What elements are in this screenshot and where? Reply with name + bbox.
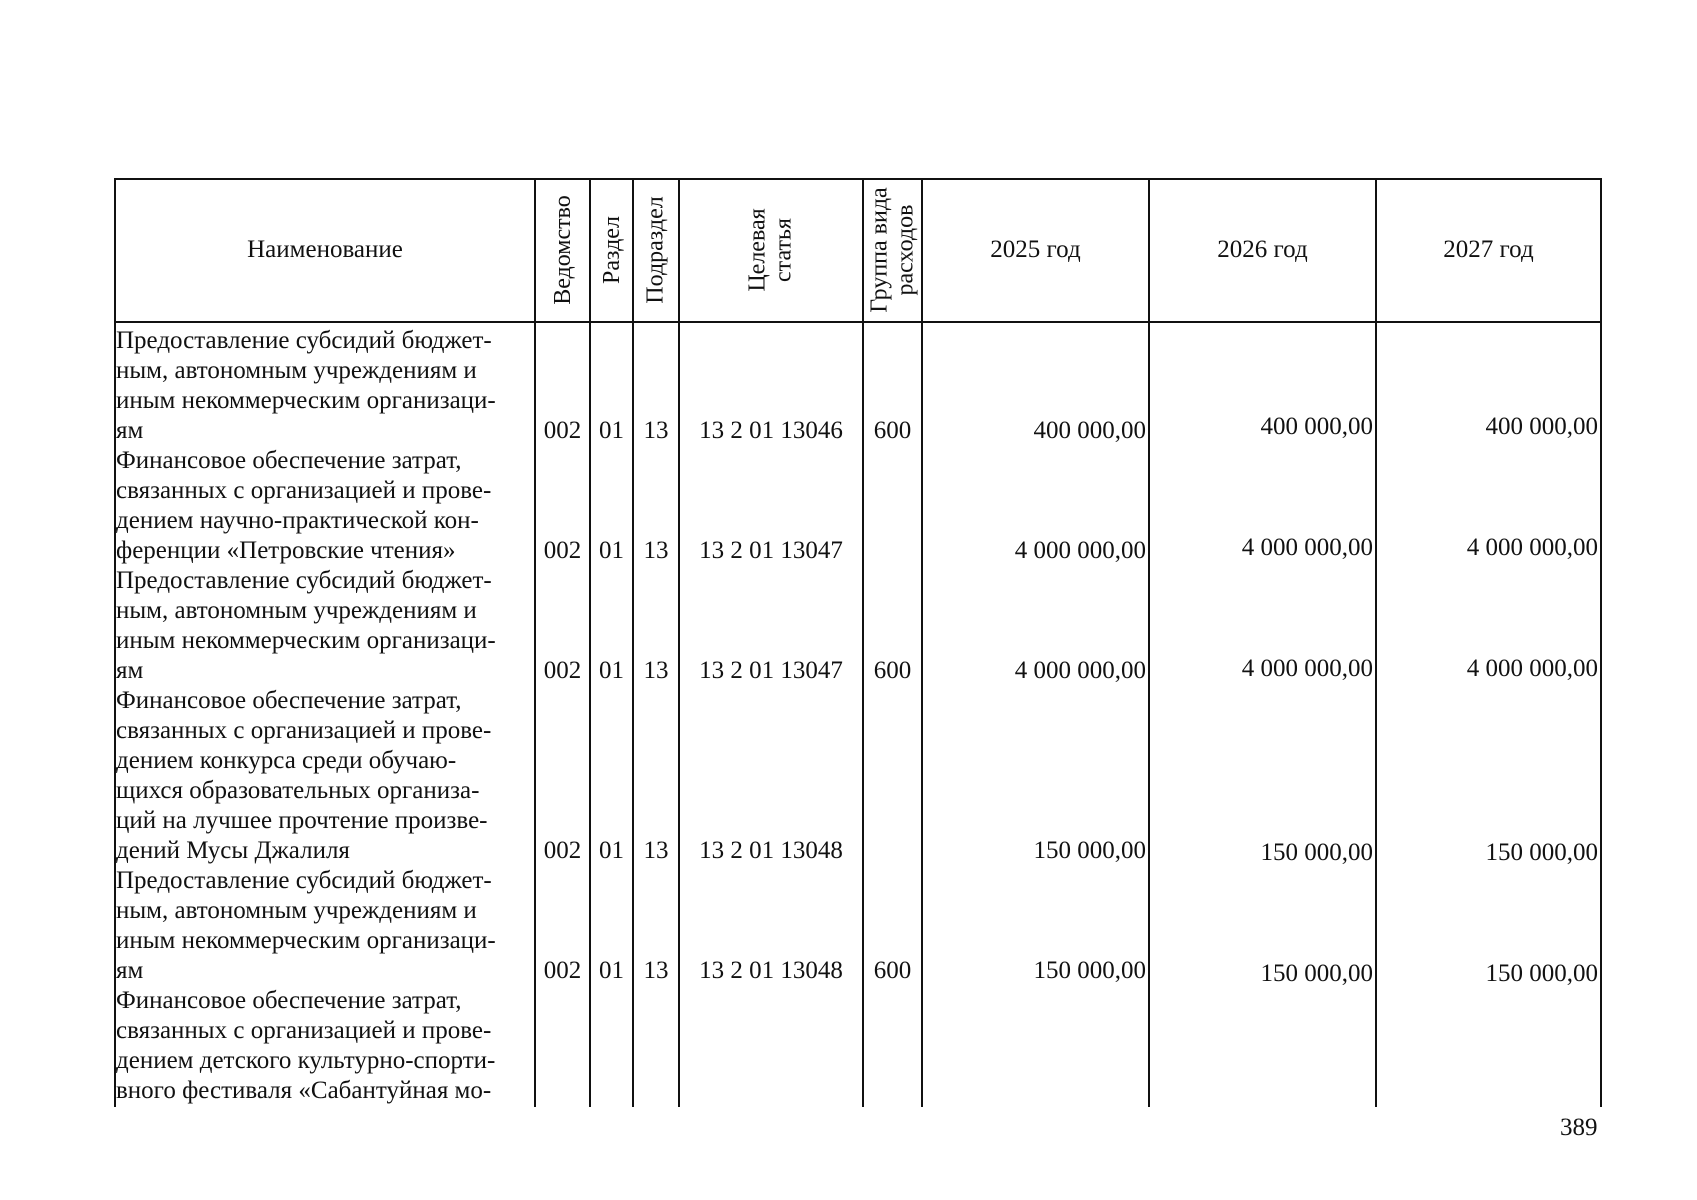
row-target: 13 2 01 13047 — [699, 657, 843, 684]
header-dept: Ведомство — [549, 195, 576, 305]
header-2026: 2026 год — [1217, 236, 1308, 263]
row-2025: 4 000 000,00 — [1014, 657, 1146, 684]
row-name: Предоставление субсидий бюджет- ным, автономным учреждениям и иным некоммерческим организаци- ям — [116, 867, 496, 984]
row-2026: 4 000 000,00 — [1241, 655, 1373, 682]
row-target: 13 2 01 13047 — [699, 537, 843, 564]
row-dept: 002 — [543, 657, 582, 684]
row-name: Предоставление субсидий бюджет- ным, автономным учреждениям и иным некоммерческим организаци- ям — [116, 567, 496, 684]
header-section: Раздел — [598, 216, 625, 284]
row-section: 01 — [599, 417, 624, 444]
row-group: 600 — [873, 657, 912, 684]
row-section: 01 — [599, 537, 624, 564]
row-2025: 4 000 000,00 — [1014, 537, 1146, 564]
row-section: 01 — [599, 657, 624, 684]
row-name: Финансовое обеспечение затрат, связанных с организацией и прове- дением конкурса среди обучаю- щихся образовательных организа- ций на лучшее прочтение произве- дений Мусы Джалиля — [116, 687, 492, 864]
row-subsection: 13 — [643, 537, 669, 564]
header-name: Наименование — [247, 236, 403, 263]
header-target: Целевая статья — [744, 208, 797, 292]
header-2025: 2025 год — [990, 236, 1081, 263]
row-2025: 150 000,00 — [1033, 957, 1146, 984]
page-number: 389 — [1560, 1114, 1598, 1141]
row-2026: 400 000,00 — [1260, 413, 1373, 440]
row-2025: 150 000,00 — [1033, 837, 1146, 864]
row-2025: 400 000,00 — [1033, 417, 1146, 444]
row-2027: 150 000,00 — [1485, 839, 1598, 866]
row-2027: 4 000 000,00 — [1466, 655, 1598, 682]
row-target: 13 2 01 13046 — [699, 417, 843, 444]
header-subsection: Подраздел — [643, 196, 670, 304]
header-2027: 2027 год — [1443, 236, 1534, 263]
row-2026: 150 000,00 — [1260, 839, 1373, 866]
row-2027: 4 000 000,00 — [1466, 534, 1598, 561]
row-group: 600 — [873, 957, 912, 984]
row-target: 13 2 01 13048 — [699, 837, 843, 864]
row-dept: 002 — [543, 417, 582, 444]
row-subsection: 13 — [643, 957, 669, 984]
row-target: 13 2 01 13048 — [699, 957, 843, 984]
row-section: 01 — [599, 837, 624, 864]
row-dept: 002 — [543, 957, 582, 984]
column-divider — [1600, 178, 1602, 1107]
row-group: 600 — [873, 417, 912, 444]
header-expense-group: Группа вида расходов — [866, 187, 919, 313]
row-name: Финансовое обеспечение затрат, связанных с организацией и прове- дением научно-практической кон- ференции «Петровские чтения» — [116, 447, 492, 564]
row-subsection: 13 — [643, 837, 669, 864]
row-section: 01 — [599, 957, 624, 984]
row-2026: 150 000,00 — [1260, 960, 1373, 987]
row-name: Финансовое обеспечение затрат, связанных с организацией и прове- дением детского культурно-спорти- вного фестиваля «Сабантуйная мо- — [116, 987, 496, 1104]
row-dept: 002 — [543, 837, 582, 864]
row-subsection: 13 — [643, 417, 669, 444]
row-subsection: 13 — [643, 657, 669, 684]
row-dept: 002 — [543, 537, 582, 564]
row-name: Предоставление субсидий бюджет- ным, автономным учреждениям и иным некоммерческим организаци- ям — [116, 327, 496, 444]
row-2027: 150 000,00 — [1485, 960, 1598, 987]
row-2026: 4 000 000,00 — [1241, 534, 1373, 561]
row-2027: 400 000,00 — [1485, 413, 1598, 440]
